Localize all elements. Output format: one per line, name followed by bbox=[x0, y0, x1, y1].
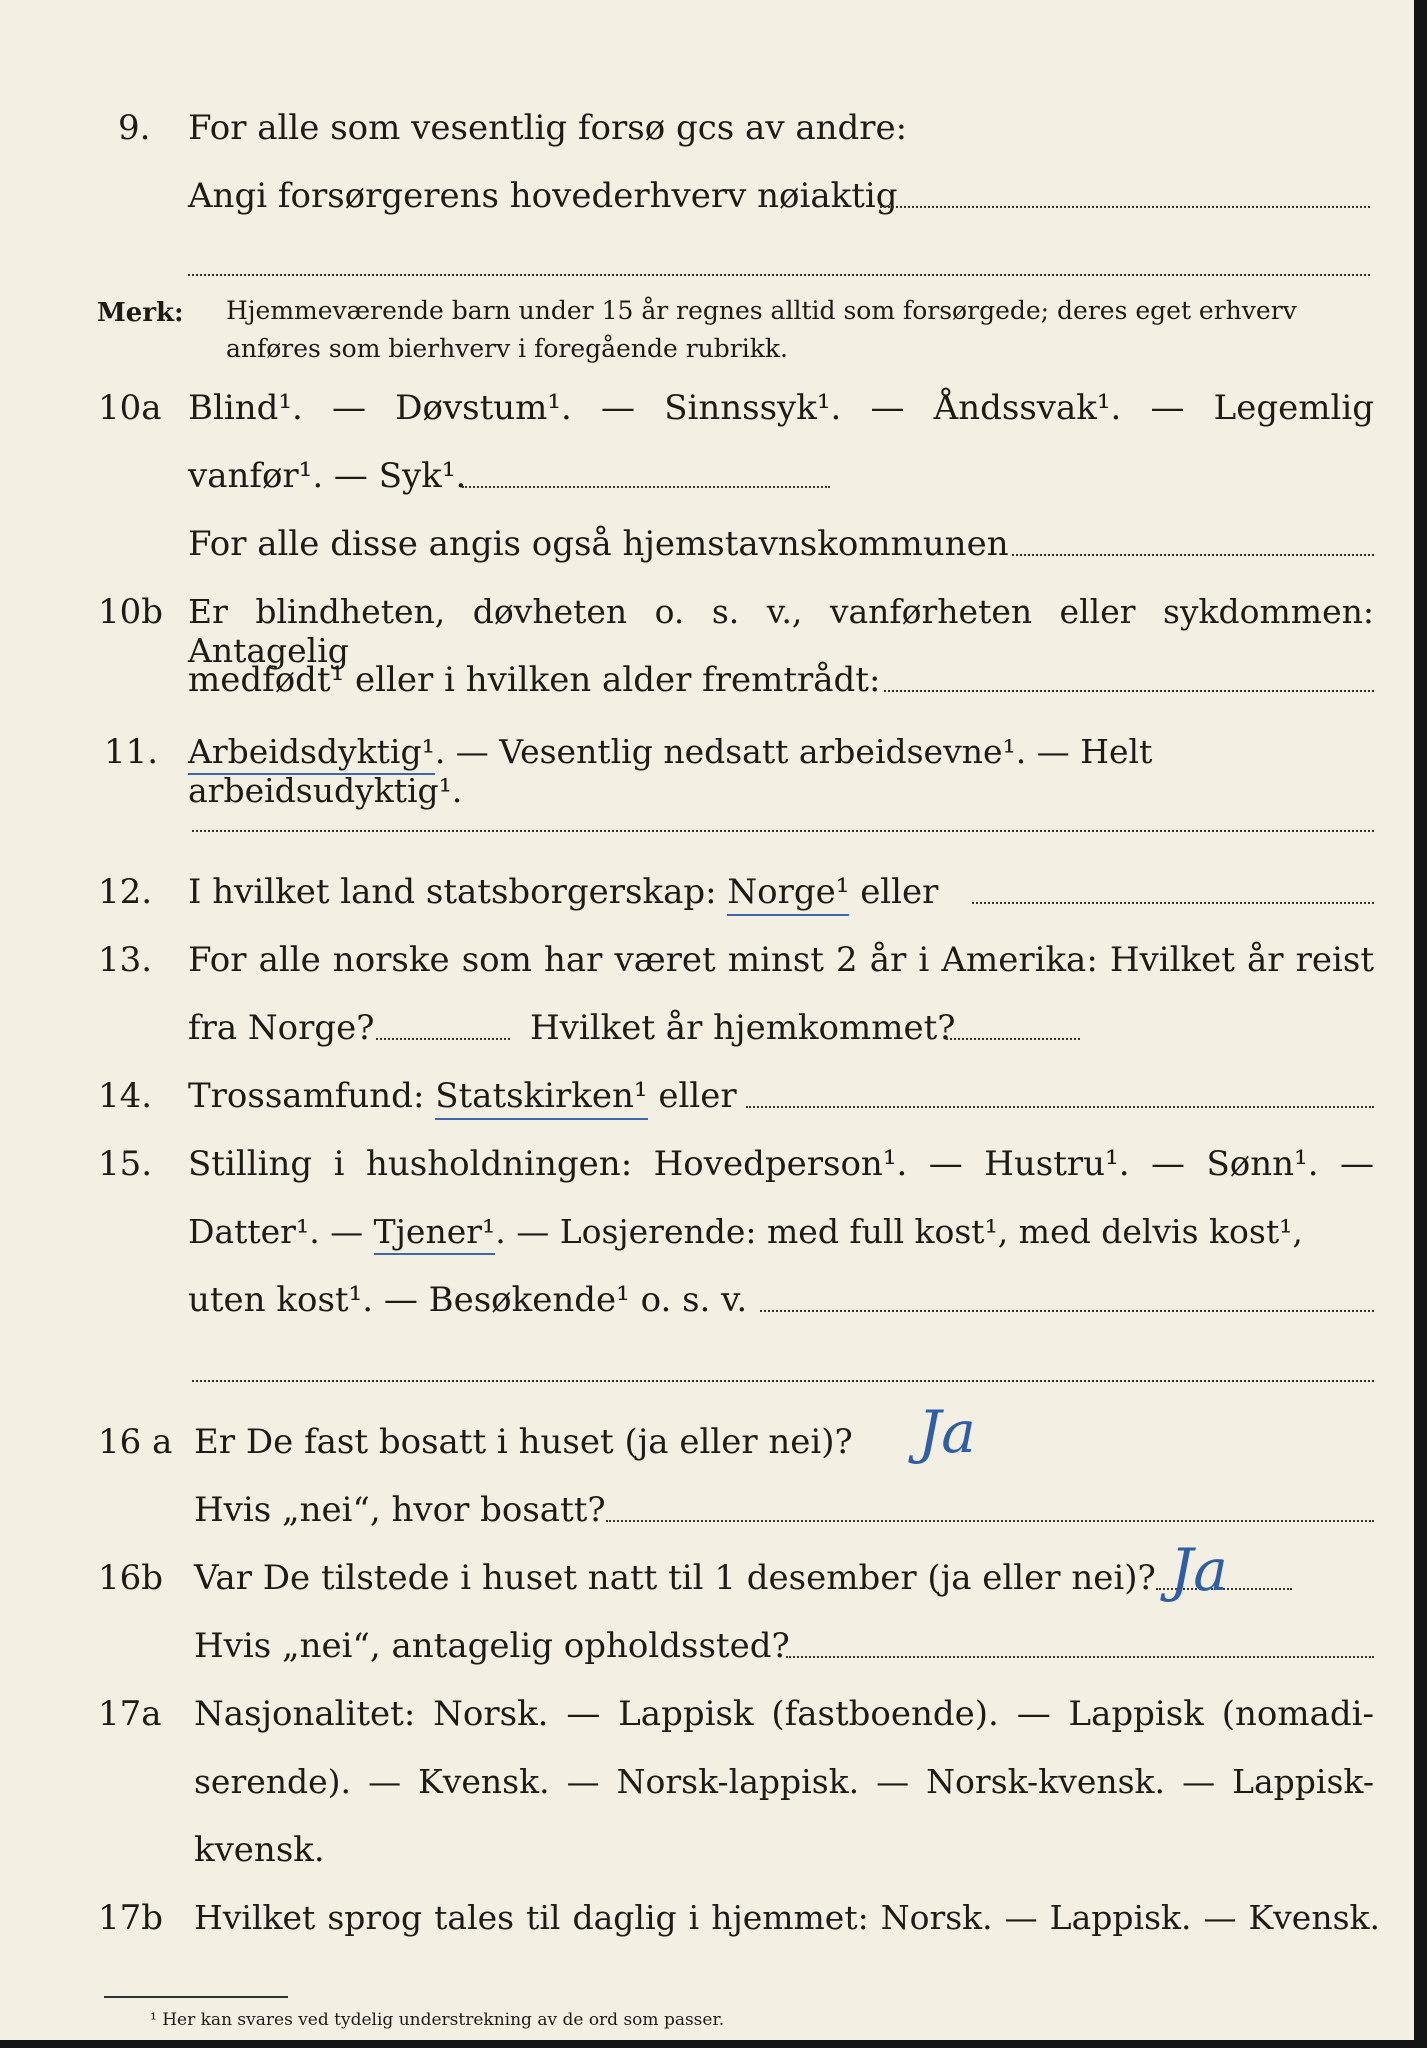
q16a-line2: Hvis „nei“, hvor bosatt? bbox=[194, 1490, 606, 1530]
q17b-line1: Hvilket sprog tales til daglig i hjemmet: Norsk. — Lappisk. — Kvensk. bbox=[194, 1898, 1380, 1937]
q15-line3: uten kost¹. — Besøkende¹ o. s. v. bbox=[188, 1280, 748, 1320]
q10a-number: 10a bbox=[98, 388, 162, 428]
q15-line2a: Datter¹. — bbox=[188, 1212, 364, 1251]
q17a-number: 17a bbox=[98, 1694, 162, 1734]
q9-line2: Angi forsørgerens hovederhverv nøiaktig bbox=[188, 176, 898, 216]
q13-line2b: Hvilket år hjemkommet? bbox=[530, 1008, 956, 1048]
q10b-line2: medfødt¹ eller i hvilken alder fremtrådt: bbox=[188, 660, 881, 700]
q10b-answer-field[interactable] bbox=[884, 690, 1374, 692]
q17a-line3: kvensk. bbox=[194, 1830, 325, 1870]
q16b-opholdssted-field[interactable] bbox=[786, 1656, 1374, 1658]
q15-line2[interactable] bbox=[188, 1212, 1374, 1251]
q14-answer-field[interactable] bbox=[746, 1106, 1374, 1108]
q16b-number: 16b bbox=[98, 1558, 164, 1598]
q9-number: 9. bbox=[118, 108, 151, 148]
q10a-line3: For alle disse angis også hjemstavnskommunen bbox=[188, 524, 1009, 564]
q14-number: 14. bbox=[98, 1076, 153, 1116]
q11-options[interactable] bbox=[188, 732, 1414, 810]
q17a-line2: serende). — Kvensk. — Norsk-lappisk. — Norsk-kvensk. — Lappisk- bbox=[194, 1762, 1374, 1801]
q11-answer-field[interactable] bbox=[192, 830, 1374, 832]
q15-line2b: . — Losjerende: med full kost¹, med delvis kost¹, bbox=[495, 1212, 1303, 1251]
q9-answer-field[interactable] bbox=[880, 206, 1370, 208]
q10a-line2: vanfør¹. — Syk¹. bbox=[188, 456, 467, 496]
q15-number: 15. bbox=[98, 1144, 153, 1184]
q9-line1: For alle som vesentlig forsø gcs av andre: bbox=[188, 108, 908, 148]
q15-line1: Stilling i husholdningen: Hovedperson¹. — Hustru¹. — Sønn¹. — bbox=[188, 1144, 1374, 1184]
q11-other-options[interactable]: . — Vesentlig nedsatt arbeidsevne¹. — Helt arbeidsudyktig¹. bbox=[188, 732, 1153, 810]
q17a-line1: Nasjonalitet: Norsk. — Lappisk (fastboende). — Lappisk (nomadi- bbox=[194, 1694, 1374, 1734]
q17b-number: 17b bbox=[98, 1898, 164, 1938]
q11-number: 11. bbox=[104, 732, 159, 772]
footnote-text: ¹ Her kan svares ved tydelig understrekning av de ord som passer. bbox=[150, 2010, 725, 2030]
q13-reist-field[interactable] bbox=[376, 1038, 510, 1040]
q16a-line1: Er De fast bosatt i huset (ja eller nei)? bbox=[194, 1422, 853, 1462]
q13-line1: For alle norske som har været minst 2 år i Amerika: Hvilket år reist bbox=[188, 940, 1374, 980]
q14-text: Trossamfund: bbox=[188, 1076, 425, 1116]
q16b-line1: Var De tilstede i huset natt til 1 desember (ja eller nei)? bbox=[194, 1558, 1156, 1598]
q14-after: eller bbox=[658, 1076, 737, 1116]
q15-answer-field-2[interactable] bbox=[192, 1380, 1374, 1382]
q12-selected-option[interactable]: Norge¹ bbox=[727, 872, 849, 916]
footnote-rule bbox=[104, 1996, 288, 1998]
q9-answer-field-2[interactable] bbox=[188, 274, 1370, 276]
q15-selected-option[interactable]: Tjener¹ bbox=[374, 1212, 496, 1255]
q10b-number: 10b bbox=[98, 592, 164, 632]
q13-number: 13. bbox=[98, 940, 153, 980]
q12-text: I hvilket land statsborgerskap: bbox=[188, 872, 717, 912]
q12-after: eller bbox=[860, 872, 939, 912]
q16a-answer-field[interactable] bbox=[606, 1520, 1374, 1522]
q10a-answer-field[interactable] bbox=[462, 486, 830, 488]
q11-selected-option[interactable]: Arbeidsdyktig¹ bbox=[188, 732, 435, 775]
merk-label: Merk: bbox=[97, 298, 184, 328]
q12-number: 12. bbox=[98, 872, 153, 912]
q13-line2a: fra Norge? bbox=[188, 1008, 375, 1048]
q16b-handwritten-answer[interactable]: Ja bbox=[1170, 1536, 1228, 1604]
q14-selected-option[interactable]: Statskirken¹ bbox=[435, 1076, 647, 1120]
q16a-number: 16 a bbox=[98, 1422, 173, 1462]
merk-text: Hjemmeværende barn under 15 år regnes alltid som forsørgede; deres eget erhverv anføres som bierhverv i foregående rubrikk. bbox=[226, 296, 1297, 363]
q12-question bbox=[188, 872, 938, 912]
q10a-hjemstavn-field[interactable] bbox=[1012, 554, 1374, 556]
q10a-line1: Blind¹. — Døvstum¹. — Sinnssyk¹. — Åndssvak¹. — Legemlig bbox=[188, 388, 1374, 428]
q15-answer-field[interactable] bbox=[760, 1310, 1374, 1312]
q10b-line1: Er blindheten, døvheten o. s. v., vanførheten eller sykdommen: Antagelig bbox=[188, 592, 1374, 670]
q16b-line2: Hvis „nei“, antagelig opholdssted? bbox=[194, 1626, 790, 1666]
q16a-handwritten-answer[interactable]: Ja bbox=[918, 1398, 976, 1466]
q14-question bbox=[188, 1076, 737, 1116]
q12-answer-field[interactable] bbox=[972, 902, 1374, 904]
q13-hjemkommet-field[interactable] bbox=[946, 1038, 1080, 1040]
